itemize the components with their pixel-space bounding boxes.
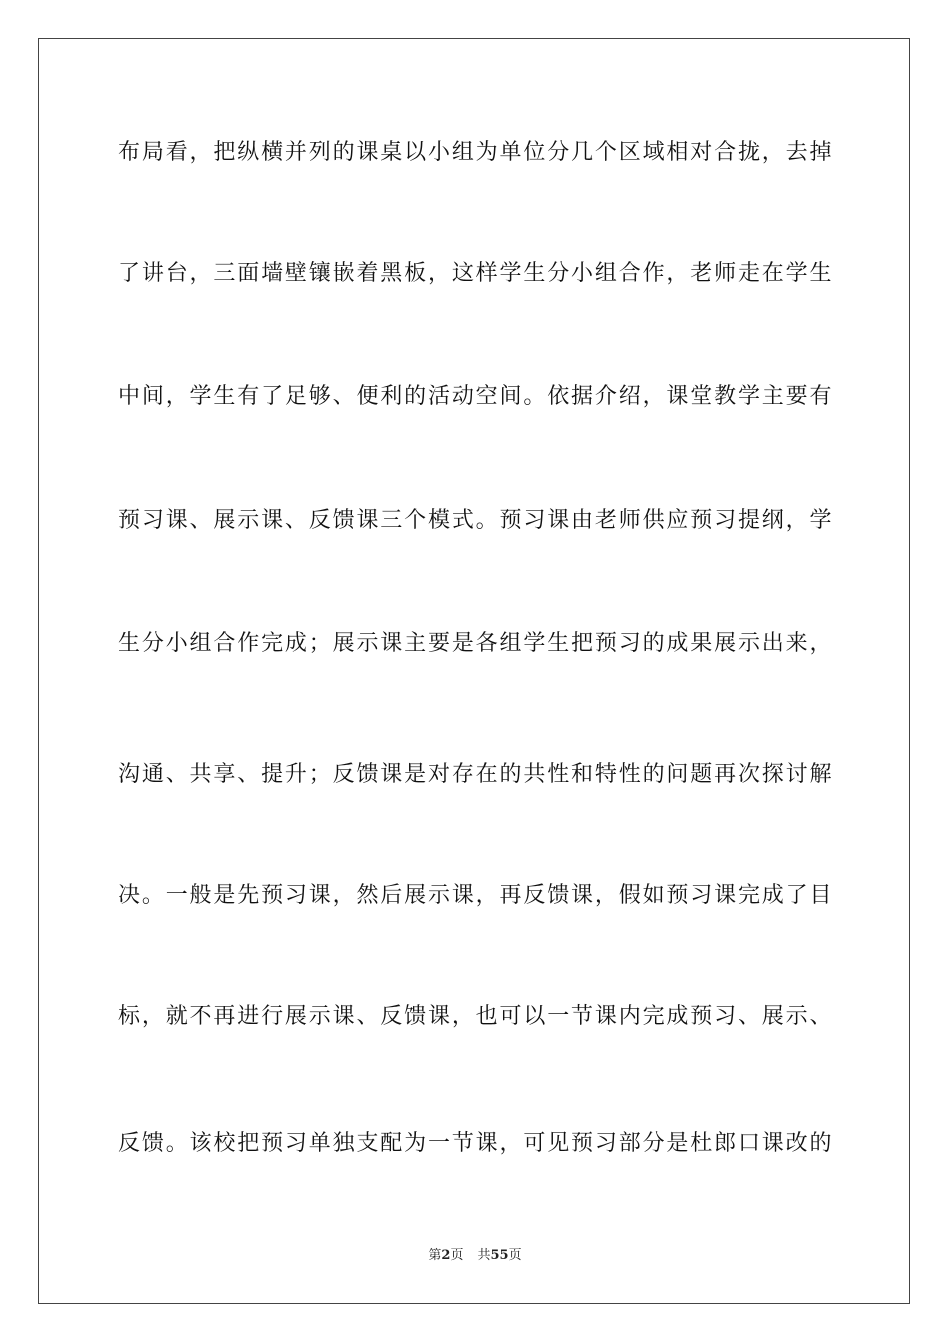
body-text-line: 中间，学生有了足够、便利的活动空间。依据介绍，课堂教学主要有 <box>118 384 832 409</box>
body-text-line: 生分小组合作完成；展示课主要是各组学生把预习的成果展示出来， <box>118 631 832 656</box>
footer-page-prefix: 第 <box>428 1248 442 1263</box>
body-text-line: 预习课、展示课、反馈课三个模式。预习课由老师供应预习提纲，学 <box>118 508 832 533</box>
body-text-line: 标，就不再进行展示课、反馈课，也可以一节课内完成预习、展示、 <box>118 1004 832 1029</box>
footer-page-number: 2 <box>441 1248 451 1263</box>
body-text-line: 了讲台，三面墙壁镶嵌着黑板，这样学生分小组合作，老师走在学生 <box>118 261 832 286</box>
footer-page-suffix: 页 <box>450 1248 464 1263</box>
body-text-line: 沟通、共享、提升；反馈课是对存在的共性和特性的问题再次探讨解 <box>118 762 832 787</box>
body-text-line: 反馈。该校把预习单独支配为一节课，可见预习部分是杜郎口课改的 <box>118 1131 832 1156</box>
body-text-line: 布局看，把纵横并列的课桌以小组为单位分几个区域相对合拢，去掉 <box>118 140 832 165</box>
footer-total-prefix: 共 <box>477 1248 491 1263</box>
page-footer <box>0 1247 950 1265</box>
page-border <box>38 38 910 1304</box>
footer-total-suffix: 页 <box>508 1248 522 1263</box>
body-text-line: 决。一般是先预习课，然后展示课，再反馈课，假如预习课完成了目 <box>118 883 832 908</box>
footer-total-pages: 55 <box>490 1248 509 1263</box>
